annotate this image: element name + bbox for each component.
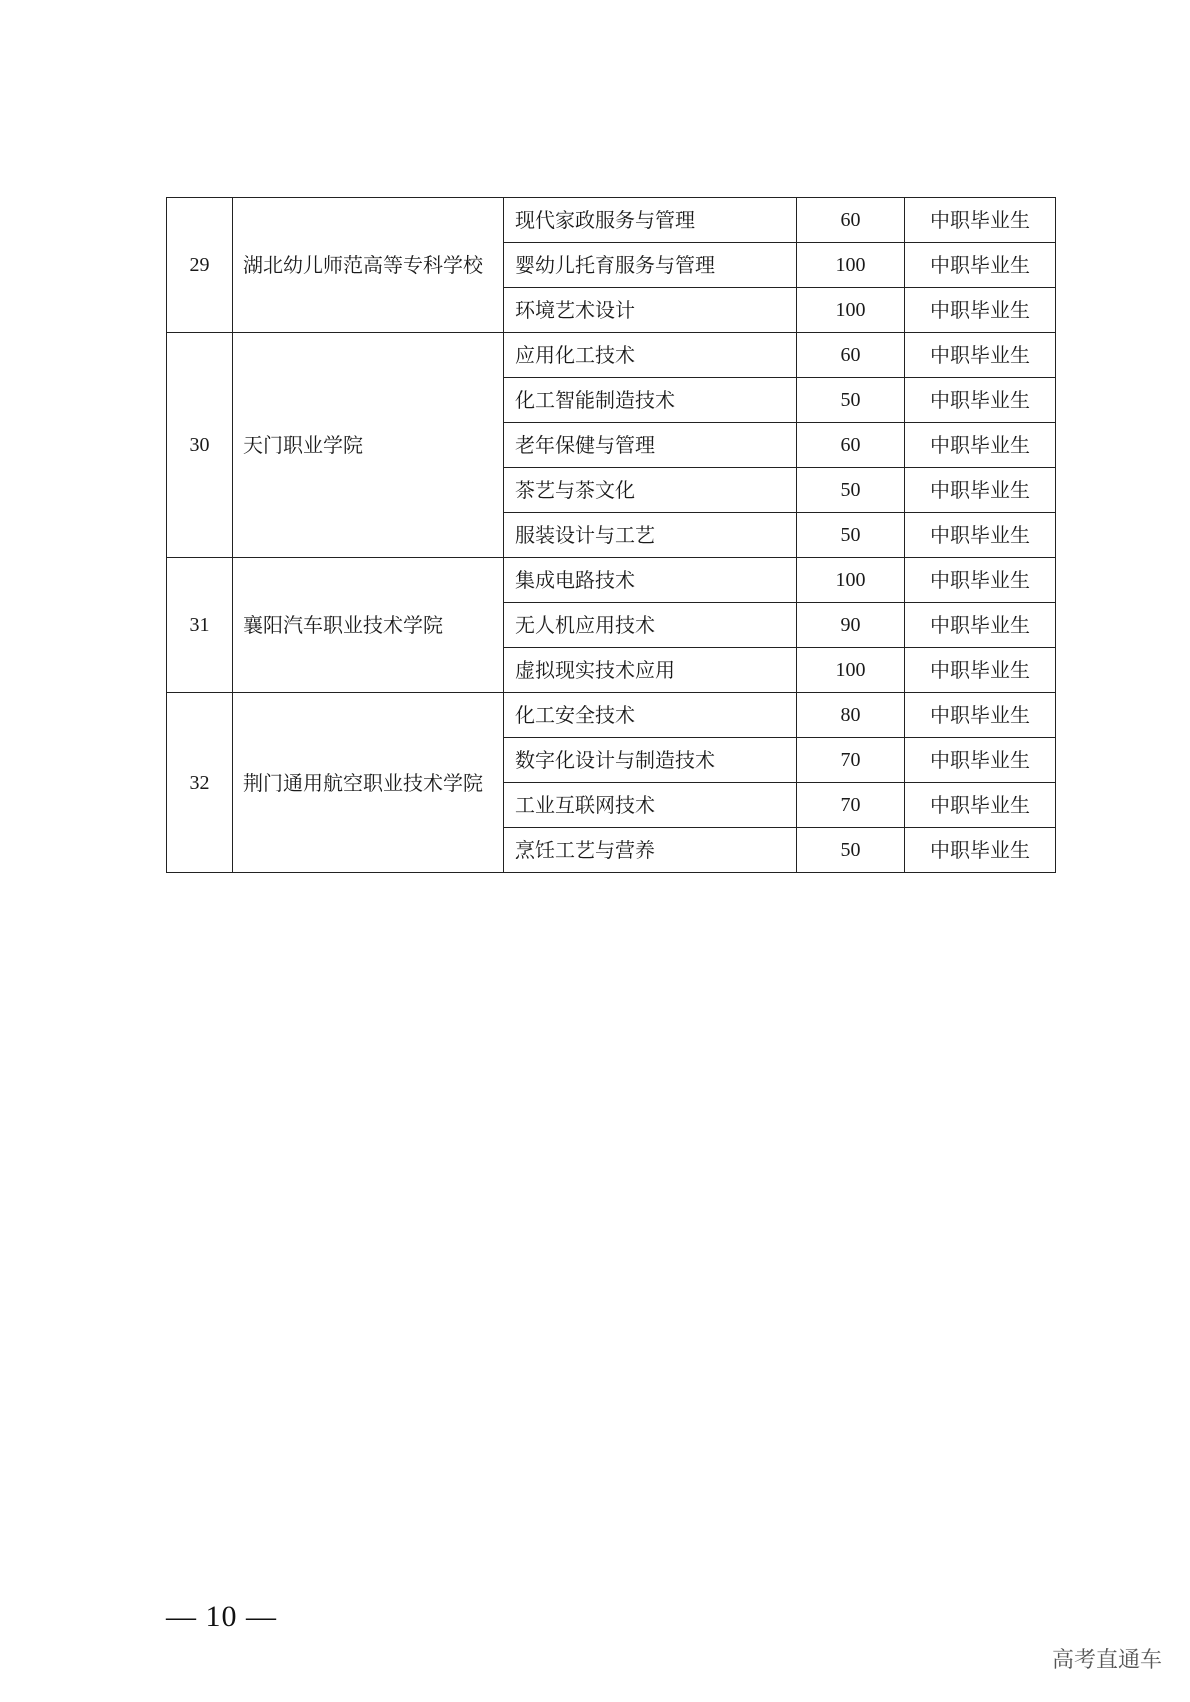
table-row <box>167 558 1056 603</box>
enrollee-type-cell: 中职毕业生 <box>905 513 1056 558</box>
plan-count-cell: 50 <box>797 468 905 513</box>
plan-count-cell: 70 <box>797 783 905 828</box>
enrollee-type-cell: 中职毕业生 <box>905 378 1056 423</box>
enrollee-type-cell: 中职毕业生 <box>905 333 1056 378</box>
major-cell: 茶艺与茶文化 <box>504 468 797 513</box>
plan-count-cell: 60 <box>797 423 905 468</box>
enrollee-type-cell: 中职毕业生 <box>905 648 1056 693</box>
plan-count-cell: 60 <box>797 333 905 378</box>
watermark-text: 高考直通车 <box>1051 1648 1162 1673</box>
plan-count-cell: 90 <box>797 603 905 648</box>
major-cell: 集成电路技术 <box>504 558 797 603</box>
plan-count-cell: 50 <box>797 378 905 423</box>
enrollee-type-cell: 中职毕业生 <box>905 243 1056 288</box>
school-name-cell: 天门职业学院 <box>233 333 504 558</box>
school-name-cell: 湖北幼儿师范高等专科学校 <box>233 198 504 333</box>
major-cell: 服装设计与工艺 <box>504 513 797 558</box>
major-cell: 婴幼儿托育服务与管理 <box>504 243 797 288</box>
page-number: — 10 — <box>166 1600 277 1633</box>
major-cell: 现代家政服务与管理 <box>504 198 797 243</box>
enrollee-type-cell: 中职毕业生 <box>905 288 1056 333</box>
enrollee-type-cell: 中职毕业生 <box>905 423 1056 468</box>
enrollee-type-cell: 中职毕业生 <box>905 738 1056 783</box>
enrollee-type-cell: 中职毕业生 <box>905 693 1056 738</box>
school-number-cell: 30 <box>167 333 233 558</box>
enrollee-type-cell: 中职毕业生 <box>905 198 1056 243</box>
plan-count-cell: 100 <box>797 648 905 693</box>
enrollee-type-cell: 中职毕业生 <box>905 783 1056 828</box>
plan-count-cell: 100 <box>797 288 905 333</box>
plan-count-cell: 60 <box>797 198 905 243</box>
major-cell: 应用化工技术 <box>504 333 797 378</box>
major-cell: 虚拟现实技术应用 <box>504 648 797 693</box>
enrollee-type-cell: 中职毕业生 <box>905 828 1056 873</box>
plan-count-cell: 100 <box>797 558 905 603</box>
plan-count-cell: 80 <box>797 693 905 738</box>
major-cell: 环境艺术设计 <box>504 288 797 333</box>
enrollee-type-cell: 中职毕业生 <box>905 468 1056 513</box>
table-row <box>167 198 1056 243</box>
major-cell: 无人机应用技术 <box>504 603 797 648</box>
enrollment-table <box>166 197 1056 873</box>
major-cell: 化工智能制造技术 <box>504 378 797 423</box>
plan-count-cell: 100 <box>797 243 905 288</box>
table-row <box>167 693 1056 738</box>
major-cell: 工业互联网技术 <box>504 783 797 828</box>
table-row <box>167 333 1056 378</box>
enrollee-type-cell: 中职毕业生 <box>905 558 1056 603</box>
enrollee-type-cell: 中职毕业生 <box>905 603 1056 648</box>
school-number-cell: 32 <box>167 693 233 873</box>
school-number-cell: 31 <box>167 558 233 693</box>
major-cell: 老年保健与管理 <box>504 423 797 468</box>
plan-count-cell: 70 <box>797 738 905 783</box>
school-name-cell: 荆门通用航空职业技术学院 <box>233 693 504 873</box>
major-cell: 数字化设计与制造技术 <box>504 738 797 783</box>
school-number-cell: 29 <box>167 198 233 333</box>
plan-count-cell: 50 <box>797 513 905 558</box>
plan-count-cell: 50 <box>797 828 905 873</box>
school-name-cell: 襄阳汽车职业技术学院 <box>233 558 504 693</box>
major-cell: 烹饪工艺与营养 <box>504 828 797 873</box>
major-cell: 化工安全技术 <box>504 693 797 738</box>
